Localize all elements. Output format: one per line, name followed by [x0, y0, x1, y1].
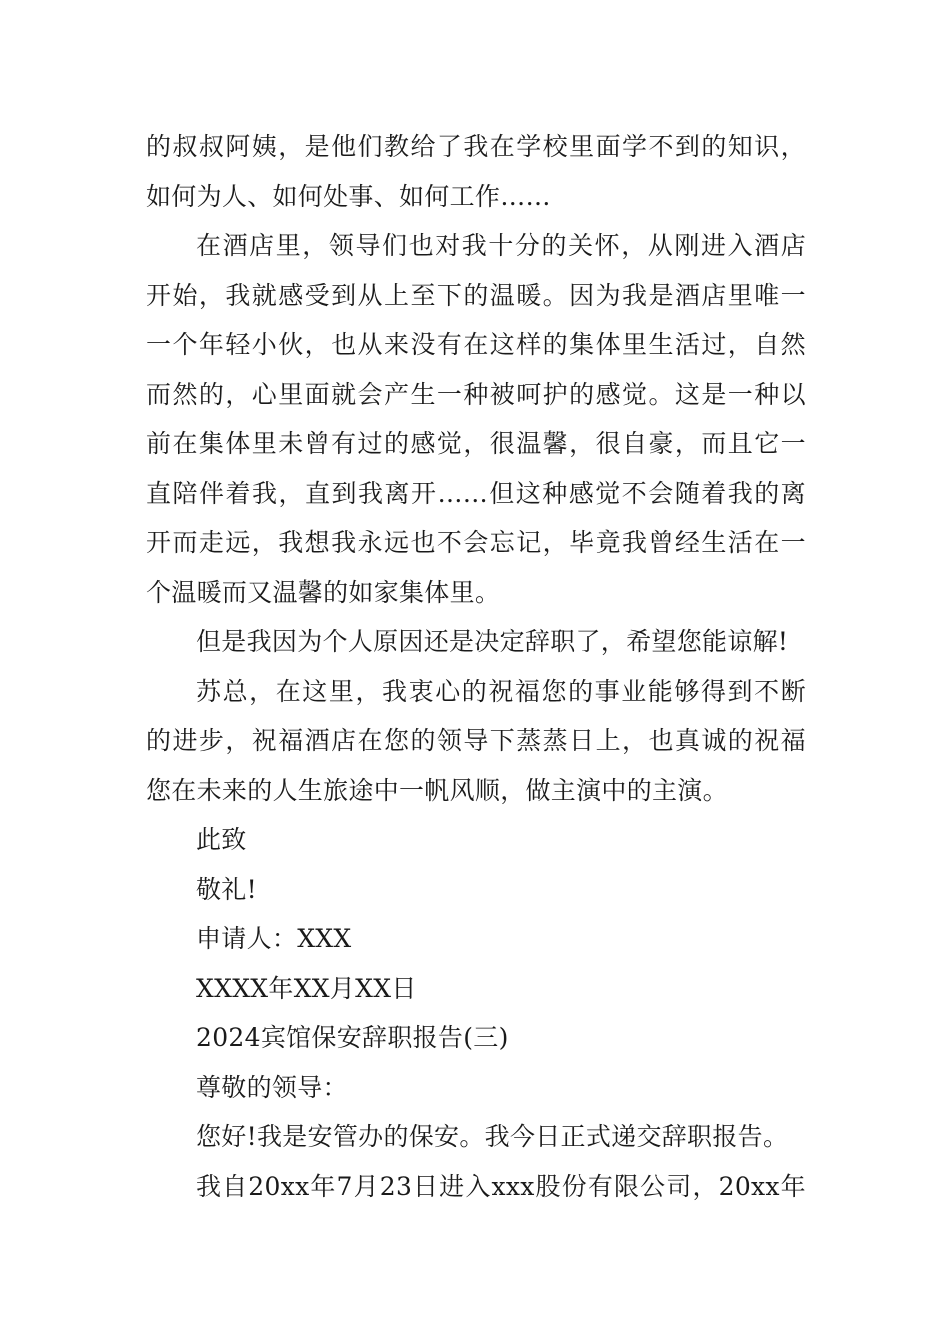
- text-line: 如何为人、如何处事、如何工作……: [146, 181, 551, 211]
- greeting-line: 尊敬的领导：: [196, 1072, 348, 1102]
- text-line: 的进步，祝福酒店在您的领导下蒸蒸日上，也真诚的祝福: [146, 726, 806, 755]
- text-line: 苏总，在这里，我衷心的祝福您的事业能够得到不断: [196, 676, 806, 706]
- text-line: 个温暖而又温馨的如家集体里。: [146, 577, 501, 607]
- text-line: 一个年轻小伙，也从来没有在这样的集体里生活过，自然: [146, 330, 806, 359]
- text-line: 我自20xx年7月23日进入xxx股份有限公司，20xx年: [196, 1171, 806, 1201]
- text-line: 您在未来的人生旅途中一帆风顺，做主演中的主演。: [146, 775, 728, 805]
- text-line: 在酒店里，领导们也对我十分的关怀，从刚进入酒店: [196, 231, 806, 260]
- section-title: 2024宾馆保安辞职报告(三): [196, 1023, 509, 1052]
- letter-body: [146, 122, 806, 1211]
- date-line: XXXX年XX月XX日: [196, 973, 417, 1003]
- text-line: 的叔叔阿姨，是他们教给了我在学校里面学不到的知识，: [146, 132, 806, 161]
- text-line: 而然的，心里面就会产生一种被呵护的感觉。这是一种以: [146, 379, 806, 409]
- applicant-line: 申请人：XXX: [196, 924, 352, 953]
- text-line: 但是我因为个人原因还是决定辞职了，希望您能谅解!: [196, 627, 789, 656]
- closing-salutation: 此致: [196, 825, 247, 854]
- closing-regards: 敬礼!: [196, 874, 257, 904]
- text-line: 直陪伴着我，直到我离开……但这种感觉不会随着我的离: [146, 478, 806, 508]
- text-line: 前在集体里未曾有过的感觉，很温馨，很自豪，而且它一: [146, 429, 806, 458]
- text-line: 您好!我是安管办的保安。我今日正式递交辞职报告。: [196, 1122, 789, 1151]
- text-line: 开而走远，我想我永远也不会忘记，毕竟我曾经生活在一: [146, 528, 806, 557]
- text-line: 开始，我就感受到从上至下的温暖。因为我是酒店里唯一: [146, 280, 806, 310]
